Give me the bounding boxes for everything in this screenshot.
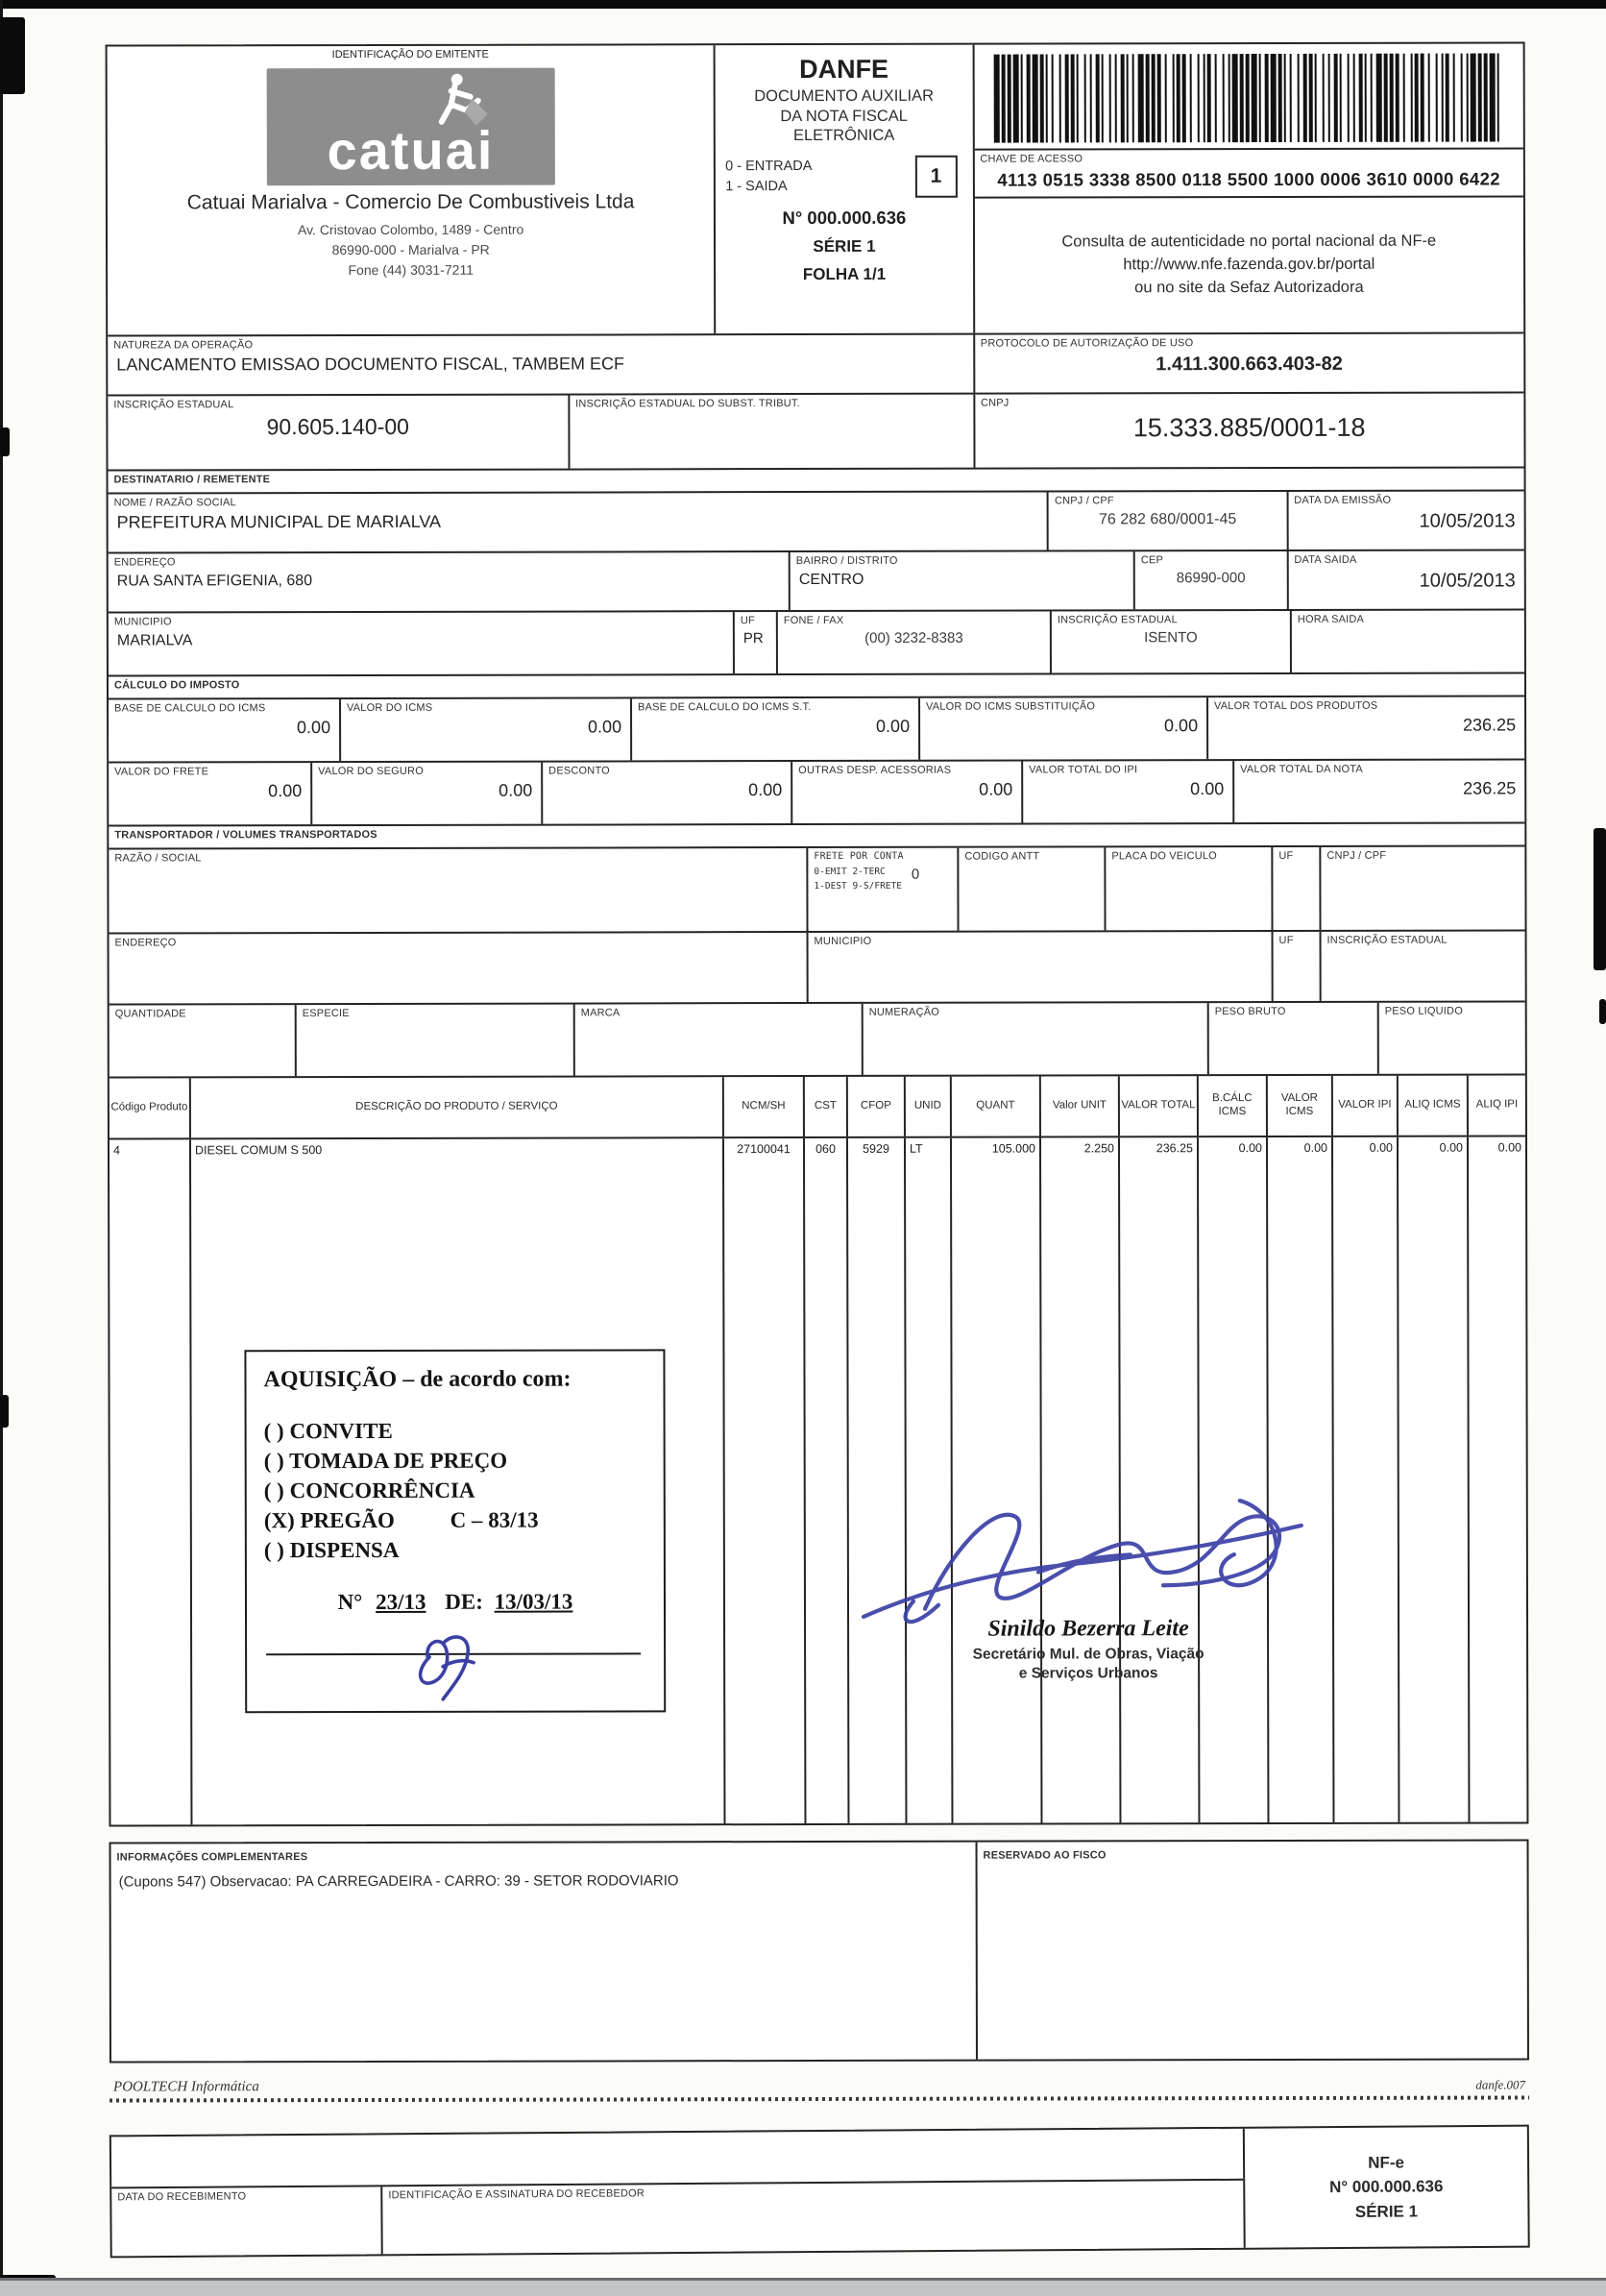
tipo-nf-box: 1 bbox=[914, 156, 957, 198]
frete-opt2: 1-DEST 9-S/FRETE bbox=[814, 880, 902, 892]
field-label: INSCRIÇÃO ESTADUAL bbox=[1326, 934, 1448, 946]
field-value: 0.00 bbox=[979, 779, 1013, 799]
emitente-address-line3: Fone (44) 3031-7211 bbox=[348, 261, 474, 279]
field-label: FONE / FAX bbox=[783, 614, 844, 627]
consulta-line1: Consulta de autenticidade no portal nacional da NF-e bbox=[1061, 232, 1437, 251]
canhoto-left bbox=[111, 2129, 1244, 2257]
field-informacoes bbox=[111, 1843, 976, 2062]
field-inscricao-subst bbox=[568, 395, 973, 469]
field-label: VALOR TOTAL DOS PRODUTOS bbox=[1214, 699, 1378, 713]
field-data-recebimento bbox=[111, 2186, 381, 2256]
calculo-row1 bbox=[109, 695, 1524, 761]
col-header: VALOR TOTAL bbox=[1118, 1076, 1197, 1136]
emitente-name: Catuai Marialva - Comercio De Combustiveis Ltda bbox=[186, 190, 635, 214]
field-value bbox=[1274, 947, 1320, 954]
field-value: ISENTO bbox=[1144, 628, 1198, 646]
field-label: BAIRRO / DISTRITO bbox=[795, 554, 898, 568]
field-value: 0.00 bbox=[588, 717, 622, 737]
field-value: LANCAMENTO EMISSAO DOCUMENTO FISCAL, TAMBEM ECF bbox=[116, 354, 625, 375]
field-data-emissao bbox=[1286, 491, 1523, 550]
col-header: Código Produto bbox=[110, 1101, 188, 1113]
canhoto-recebemos-area bbox=[111, 2129, 1243, 2189]
footer-line bbox=[110, 2060, 1529, 2095]
aquisicao-title: AQUISIÇÃO – de acordo com: bbox=[263, 1366, 572, 1393]
field-value: 0 bbox=[911, 866, 920, 883]
signature-block bbox=[858, 1445, 1320, 1724]
emitente-section-label: IDENTIFICAÇÃO DO EMITENTE bbox=[331, 48, 489, 61]
scan-blob bbox=[1594, 828, 1606, 970]
aquisicao-option-concorrencia: ( ) CONCORRÊNCIA bbox=[263, 1478, 475, 1503]
field-label: INSCRIÇÃO ESTADUAL DO SUBST. TRIBUT. bbox=[575, 398, 800, 410]
field-municipio bbox=[109, 612, 733, 674]
logo-text: catuai bbox=[327, 119, 495, 182]
natureza-row bbox=[108, 331, 1523, 394]
field-total-produtos bbox=[1206, 696, 1524, 759]
scan-blob bbox=[0, 1395, 9, 1428]
field-value bbox=[1321, 862, 1524, 868]
cell-value: LT bbox=[909, 1141, 923, 1156]
cell-value: 105.000 bbox=[991, 1141, 1036, 1156]
field-value bbox=[110, 948, 807, 957]
barcode-column bbox=[972, 43, 1523, 332]
field-value: 0.00 bbox=[876, 716, 911, 736]
field-bairro bbox=[789, 551, 1133, 610]
field-protocolo bbox=[973, 333, 1524, 392]
field-value: (00) 3232-8383 bbox=[864, 629, 963, 647]
field-label: VALOR DO FRETE bbox=[114, 766, 209, 778]
aquisicao-option-tomada: ( ) TOMADA DE PREÇO bbox=[263, 1448, 508, 1474]
field-value: RUA SANTA EFIGENIA, 680 bbox=[116, 572, 313, 590]
field-outras-desp bbox=[791, 762, 1021, 824]
field-label: BASE DE CALCULO DO ICMS S.T. bbox=[638, 701, 812, 714]
field-label: PROTOCOLO DE AUTORIZAÇÃO DE USO bbox=[980, 337, 1194, 350]
consulta-text bbox=[1056, 221, 1442, 310]
field-icms-subst bbox=[918, 697, 1206, 760]
field-seguro bbox=[310, 763, 541, 825]
field-value: 15.333.885/0001-18 bbox=[1132, 412, 1366, 442]
danfe-title-box bbox=[714, 45, 973, 334]
field-label: VALOR DO SEGURO bbox=[318, 765, 424, 778]
software-credit: POOLTECH Informática bbox=[113, 2079, 259, 2095]
field-label: VALOR TOTAL DA NOTA bbox=[1240, 763, 1363, 776]
danfe-title: DANFE bbox=[799, 54, 889, 85]
chave-acesso-box bbox=[974, 147, 1523, 196]
field-label: INSCRIÇÃO ESTADUAL bbox=[1057, 614, 1178, 626]
scan-edge-top bbox=[0, 0, 1606, 9]
col-header: UNID bbox=[904, 1077, 950, 1136]
field-value bbox=[959, 863, 1104, 869]
signature-role-line1: Secretário Mul. de Obras, Viação bbox=[972, 1646, 1204, 1663]
field-label: MARCA bbox=[580, 1007, 620, 1019]
field-value: PREFEITURA MUNICIPAL DE MARIALVA bbox=[116, 511, 442, 532]
nfe-serie: SÉRIE 1 bbox=[1354, 2202, 1419, 2221]
field-value bbox=[809, 947, 1272, 955]
scan-blob bbox=[1599, 999, 1606, 1024]
section-label: TRANSPORTADOR / VOLUMES TRANSPORTADOS bbox=[114, 828, 377, 842]
emitente-address bbox=[108, 219, 714, 281]
col-header: NCM/SH bbox=[722, 1077, 803, 1136]
col-header: B.CÁLC ICMS bbox=[1197, 1076, 1266, 1136]
nfe-number: N° 000.000.636 bbox=[1329, 2177, 1444, 2197]
danfe-subtitle-line3: ELETRÔNICA bbox=[792, 127, 895, 145]
danfe-main-block bbox=[106, 41, 1529, 1826]
entrada-saida-labels bbox=[725, 157, 914, 197]
signature-role-line2: e Serviços Urbanos bbox=[1018, 1665, 1158, 1682]
scan-edge-left bbox=[0, 0, 3, 2296]
field-peso-liquido bbox=[1377, 1002, 1525, 1073]
field-label: DATA SAIDA bbox=[1294, 553, 1357, 566]
field-value bbox=[1292, 625, 1524, 633]
field-label: CODIGO ANTT bbox=[964, 850, 1040, 863]
field-value: (Cupons 547) Observacao: PA CARREGADEIRA - CARRO: 39 - SETOR RODOVIARIO bbox=[118, 1871, 679, 1891]
scan-edge-bottom-line bbox=[0, 2278, 1606, 2281]
field-codigo-antt bbox=[957, 847, 1104, 930]
field-label: HORA SAIDA bbox=[1297, 613, 1365, 625]
col-header: CFOP bbox=[846, 1077, 904, 1136]
field-label: VALOR DO ICMS SUBSTITUIÇÃO bbox=[926, 700, 1096, 713]
field-numeracao bbox=[862, 1003, 1207, 1075]
field-label: VALOR DO ICMS bbox=[347, 701, 433, 715]
cell-value: 0.00 bbox=[1497, 1140, 1522, 1155]
col-header: CST bbox=[803, 1077, 846, 1136]
section-label: CÁLCULO DO IMPOSTO bbox=[113, 679, 240, 692]
field-label: DESCONTO bbox=[548, 765, 610, 777]
field-placa-veiculo bbox=[1104, 847, 1271, 930]
field-value: 0.00 bbox=[297, 717, 331, 737]
field-label: PLACA DO VEICULO bbox=[1111, 850, 1217, 863]
field-label: BASE DE CALCULO DO ICMS bbox=[114, 702, 266, 715]
danfe-form-code: danfe.007 bbox=[1475, 2077, 1526, 2092]
emitente-address-line2: 86990-000 - Marialva - PR bbox=[331, 241, 490, 258]
entrada-label: 0 - ENTRADA bbox=[725, 158, 813, 175]
field-label: FRETE POR CONTA bbox=[814, 850, 904, 863]
field-label: IDENTIFICAÇÃO E ASSINATURA DO RECEBEDOR bbox=[388, 2187, 645, 2202]
field-value bbox=[570, 409, 973, 417]
field-uf-transp bbox=[1271, 847, 1319, 930]
aquisicao-stamp-box bbox=[244, 1349, 666, 1713]
cell-value: 0.00 bbox=[1303, 1140, 1328, 1155]
cell-value: 2.250 bbox=[1083, 1141, 1115, 1156]
frete-opt1: 0-EMIT 2-TERC bbox=[814, 866, 886, 877]
aquisicao-option-convite: ( ) CONVITE bbox=[263, 1418, 393, 1444]
product-cell bbox=[722, 1138, 804, 1823]
consulta-line2: http://www.nfe.fazenda.gov.br/portal bbox=[1123, 255, 1375, 274]
field-endereco-transp bbox=[110, 933, 807, 1004]
saida-label: 1 - SAIDA bbox=[725, 178, 788, 195]
perforation-line bbox=[110, 2095, 1529, 2102]
field-label: MUNICIPIO bbox=[814, 935, 872, 948]
field-value: 236.25 bbox=[1462, 715, 1517, 735]
nf-serie: SÉRIE 1 bbox=[813, 236, 876, 256]
consulta-line3: ou no site da Sefaz Autorizadora bbox=[1134, 278, 1364, 297]
field-label: RESERVADO AO FISCO bbox=[983, 1849, 1107, 1862]
col-header: ALIQ IPI bbox=[1467, 1075, 1525, 1135]
informacoes-box bbox=[110, 1839, 1529, 2063]
transportador-section bbox=[109, 821, 1524, 847]
field-label: INSCRIÇÃO ESTADUAL bbox=[113, 399, 234, 411]
danfe-subtitle-line2: DA NOTA FISCAL bbox=[780, 107, 909, 125]
field-value: 1.411.300.663.403-82 bbox=[1156, 353, 1343, 375]
cell-value: 27100041 bbox=[737, 1142, 791, 1157]
field-label: DATA DA EMISSÃO bbox=[1294, 494, 1392, 506]
field-valor-icms bbox=[339, 698, 630, 761]
col-header: VALOR ICMS bbox=[1266, 1076, 1331, 1136]
field-value bbox=[1106, 863, 1271, 869]
scan-edge-bottom bbox=[0, 2279, 1606, 2296]
entrada-saida-row bbox=[725, 156, 968, 199]
field-nome-razao bbox=[109, 492, 1047, 551]
danfe-subtitle-line1: DOCUMENTO AUXILIAR bbox=[754, 86, 935, 106]
catuai-logo bbox=[266, 68, 554, 186]
aquisicao-option-pregao bbox=[264, 1505, 646, 1536]
numero-value: 23/13 bbox=[376, 1590, 426, 1615]
field-label: DATA DO RECEBIMENTO bbox=[117, 2190, 247, 2204]
field-value: 0.00 bbox=[268, 780, 303, 800]
field-value: 0.00 bbox=[1164, 715, 1199, 735]
cell-value: 5929 bbox=[863, 1141, 889, 1156]
field-hora-saida bbox=[1290, 610, 1524, 672]
field-inscricao-estadual bbox=[108, 396, 568, 470]
product-cell bbox=[110, 1139, 190, 1824]
pregao-ref: C – 83/13 bbox=[450, 1507, 539, 1532]
field-label: ENDEREÇO bbox=[113, 556, 176, 569]
field-peso-bruto bbox=[1207, 1003, 1377, 1074]
field-municipio-transp bbox=[807, 932, 1272, 1002]
destinatario-section bbox=[109, 466, 1524, 492]
section-label: DESTINATARIO / REMETENTE bbox=[113, 474, 271, 486]
calculo-section bbox=[109, 672, 1524, 697]
field-label: MUNICIPIO bbox=[113, 616, 172, 628]
cell-value: 4 bbox=[112, 1143, 120, 1158]
product-cell bbox=[1331, 1137, 1398, 1822]
transportador-row3 bbox=[110, 1000, 1525, 1076]
field-total-ipi bbox=[1021, 761, 1232, 822]
product-table-header bbox=[110, 1073, 1525, 1137]
barcode bbox=[994, 54, 1503, 143]
calculo-row2 bbox=[109, 758, 1524, 824]
header-row bbox=[108, 43, 1524, 334]
transportador-row1 bbox=[109, 844, 1524, 932]
emitente-address-line1: Av. Cristovao Colombo, 1489 - Centro bbox=[297, 221, 524, 238]
scan-blob bbox=[0, 17, 25, 94]
scan-blob bbox=[0, 427, 10, 456]
chave-value: 4113 0515 3338 8500 0118 5500 1000 0006 3610 0000 6422 bbox=[997, 168, 1501, 190]
barcode-box bbox=[974, 43, 1523, 148]
field-reservado-fisco bbox=[976, 1841, 1527, 2059]
field-endereco bbox=[109, 552, 789, 611]
field-value: 90.605.140-00 bbox=[266, 413, 409, 439]
cell-value: 060 bbox=[815, 1141, 836, 1157]
field-value bbox=[109, 864, 806, 872]
transportador-row2 bbox=[110, 929, 1525, 1003]
field-value: 0.00 bbox=[1190, 778, 1225, 798]
field-value: 76 282 680/0001-45 bbox=[1098, 510, 1237, 528]
nfe-label: NF-e bbox=[1368, 2153, 1405, 2172]
signature-name: Sinildo Bezerra Leite bbox=[987, 1616, 1189, 1642]
danfe-document bbox=[106, 41, 1530, 2254]
field-value: 0.00 bbox=[499, 780, 533, 800]
destinatario-row3 bbox=[109, 608, 1524, 674]
col-header: QUANT bbox=[950, 1077, 1039, 1136]
destinatario-row1 bbox=[109, 489, 1524, 551]
field-uf2-transp bbox=[1272, 932, 1320, 1001]
pregao-option-text: (X) PREGÃO bbox=[263, 1508, 395, 1533]
field-label: INFORMAÇÕES COMPLEMENTARES bbox=[116, 1851, 308, 1864]
field-desconto bbox=[541, 762, 791, 824]
field-value: 0.00 bbox=[748, 779, 783, 799]
field-identificacao-recebedor bbox=[380, 2181, 1243, 2255]
field-value: PR bbox=[742, 629, 764, 647]
field-value: CENTRO bbox=[798, 571, 864, 588]
cell-value: DIESEL COMUM S 500 bbox=[194, 1143, 323, 1158]
pen-initials bbox=[401, 1628, 493, 1703]
chave-label: CHAVE DE ACESSO bbox=[980, 153, 1083, 165]
nf-folha: FOLHA 1/1 bbox=[802, 264, 887, 283]
field-total-nota bbox=[1232, 760, 1524, 822]
signature-ink bbox=[858, 1445, 1319, 1638]
field-label: ENDEREÇO bbox=[114, 937, 177, 949]
field-value: 10/05/2013 bbox=[1419, 570, 1516, 592]
field-razao-social bbox=[109, 848, 806, 933]
field-label: CNPJ bbox=[980, 397, 1010, 409]
product-cell bbox=[1467, 1136, 1526, 1821]
field-value: MARIALVA bbox=[116, 632, 193, 649]
field-quantidade bbox=[110, 1005, 295, 1076]
field-label: CNPJ / CPF bbox=[1326, 849, 1387, 862]
product-table-body bbox=[110, 1135, 1526, 1824]
col-header: DESCRIÇÃO DO PRODUTO / SERVIÇO bbox=[189, 1077, 722, 1137]
field-label: PESO BRUTO bbox=[1214, 1005, 1286, 1018]
field-cnpj-transp bbox=[1319, 846, 1524, 929]
field-label: VALOR TOTAL DO IPI bbox=[1029, 764, 1138, 776]
field-base-icms-st bbox=[630, 698, 918, 761]
destinatario-row2 bbox=[109, 549, 1524, 611]
frete-options bbox=[808, 862, 902, 893]
cell-value: 236.25 bbox=[1156, 1141, 1194, 1156]
field-value: 236.25 bbox=[1463, 778, 1517, 798]
product-cell bbox=[1397, 1137, 1468, 1822]
aquisicao-option-dispensa: ( ) DISPENSA bbox=[263, 1538, 400, 1563]
field-uf bbox=[733, 612, 776, 673]
data-value: 13/03/13 bbox=[494, 1589, 573, 1614]
field-label: NOME / RAZÃO SOCIAL bbox=[113, 497, 236, 509]
col-header: Valor UNIT bbox=[1039, 1076, 1118, 1136]
field-value bbox=[1322, 946, 1525, 953]
consulta-box bbox=[974, 195, 1523, 333]
nf-number: N° 000.000.636 bbox=[782, 207, 907, 228]
field-label: ESPECIE bbox=[302, 1008, 350, 1020]
col-header: ALIQ ICMS bbox=[1397, 1076, 1467, 1136]
field-label: UF bbox=[740, 615, 755, 627]
field-label: QUANTIDADE bbox=[114, 1008, 186, 1020]
field-frete bbox=[109, 763, 310, 824]
field-cnpj-emitente bbox=[973, 393, 1524, 467]
numero-label: N° bbox=[337, 1590, 363, 1615]
field-especie bbox=[295, 1005, 573, 1077]
field-value bbox=[1273, 863, 1319, 869]
canhoto-nfe-box bbox=[1243, 2127, 1528, 2248]
signature-role bbox=[858, 1645, 1319, 1684]
cell-value: 0.00 bbox=[1439, 1140, 1464, 1155]
field-marca bbox=[573, 1004, 862, 1076]
field-label: NUMERAÇÃO bbox=[868, 1006, 940, 1018]
field-label: OUTRAS DESP. ACESSORIAS bbox=[798, 764, 952, 777]
field-cep bbox=[1133, 551, 1287, 609]
field-label: CNPJ / CPF bbox=[1054, 495, 1114, 507]
canhoto-box bbox=[110, 2125, 1530, 2259]
field-frete-por-conta bbox=[806, 848, 957, 931]
field-base-icms bbox=[109, 699, 339, 762]
field-data-saida bbox=[1286, 550, 1523, 609]
field-label: NATUREZA DA OPERAÇÃO bbox=[113, 339, 254, 352]
cell-value: 0.00 bbox=[1238, 1141, 1263, 1156]
aquisicao-numero-line bbox=[264, 1590, 646, 1616]
field-label: RAZÃO / SOCIAL bbox=[114, 852, 202, 865]
field-value: 86990-000 bbox=[1176, 569, 1246, 586]
de-label: DE: bbox=[445, 1589, 483, 1615]
field-cnpj-cpf bbox=[1047, 492, 1286, 550]
inscricao-row bbox=[108, 391, 1523, 469]
field-label: UF bbox=[1278, 849, 1294, 862]
field-fone-fax bbox=[776, 611, 1050, 673]
cell-value: 0.00 bbox=[1369, 1140, 1394, 1155]
danfe-subtitle bbox=[716, 86, 972, 146]
field-inscricao-dest bbox=[1050, 611, 1290, 673]
field-value: 10/05/2013 bbox=[1419, 510, 1516, 532]
emitente-box bbox=[108, 45, 715, 334]
field-label: CEP bbox=[1140, 554, 1164, 567]
product-cell bbox=[803, 1138, 847, 1823]
field-natureza bbox=[108, 335, 973, 395]
canhoto-bottom-row bbox=[111, 2181, 1243, 2257]
field-label: UF bbox=[1278, 934, 1294, 946]
col-header: VALOR IPI bbox=[1331, 1076, 1397, 1136]
field-label: PESO LIQUIDO bbox=[1384, 1005, 1463, 1017]
field-inscricao-transp bbox=[1320, 931, 1525, 1000]
